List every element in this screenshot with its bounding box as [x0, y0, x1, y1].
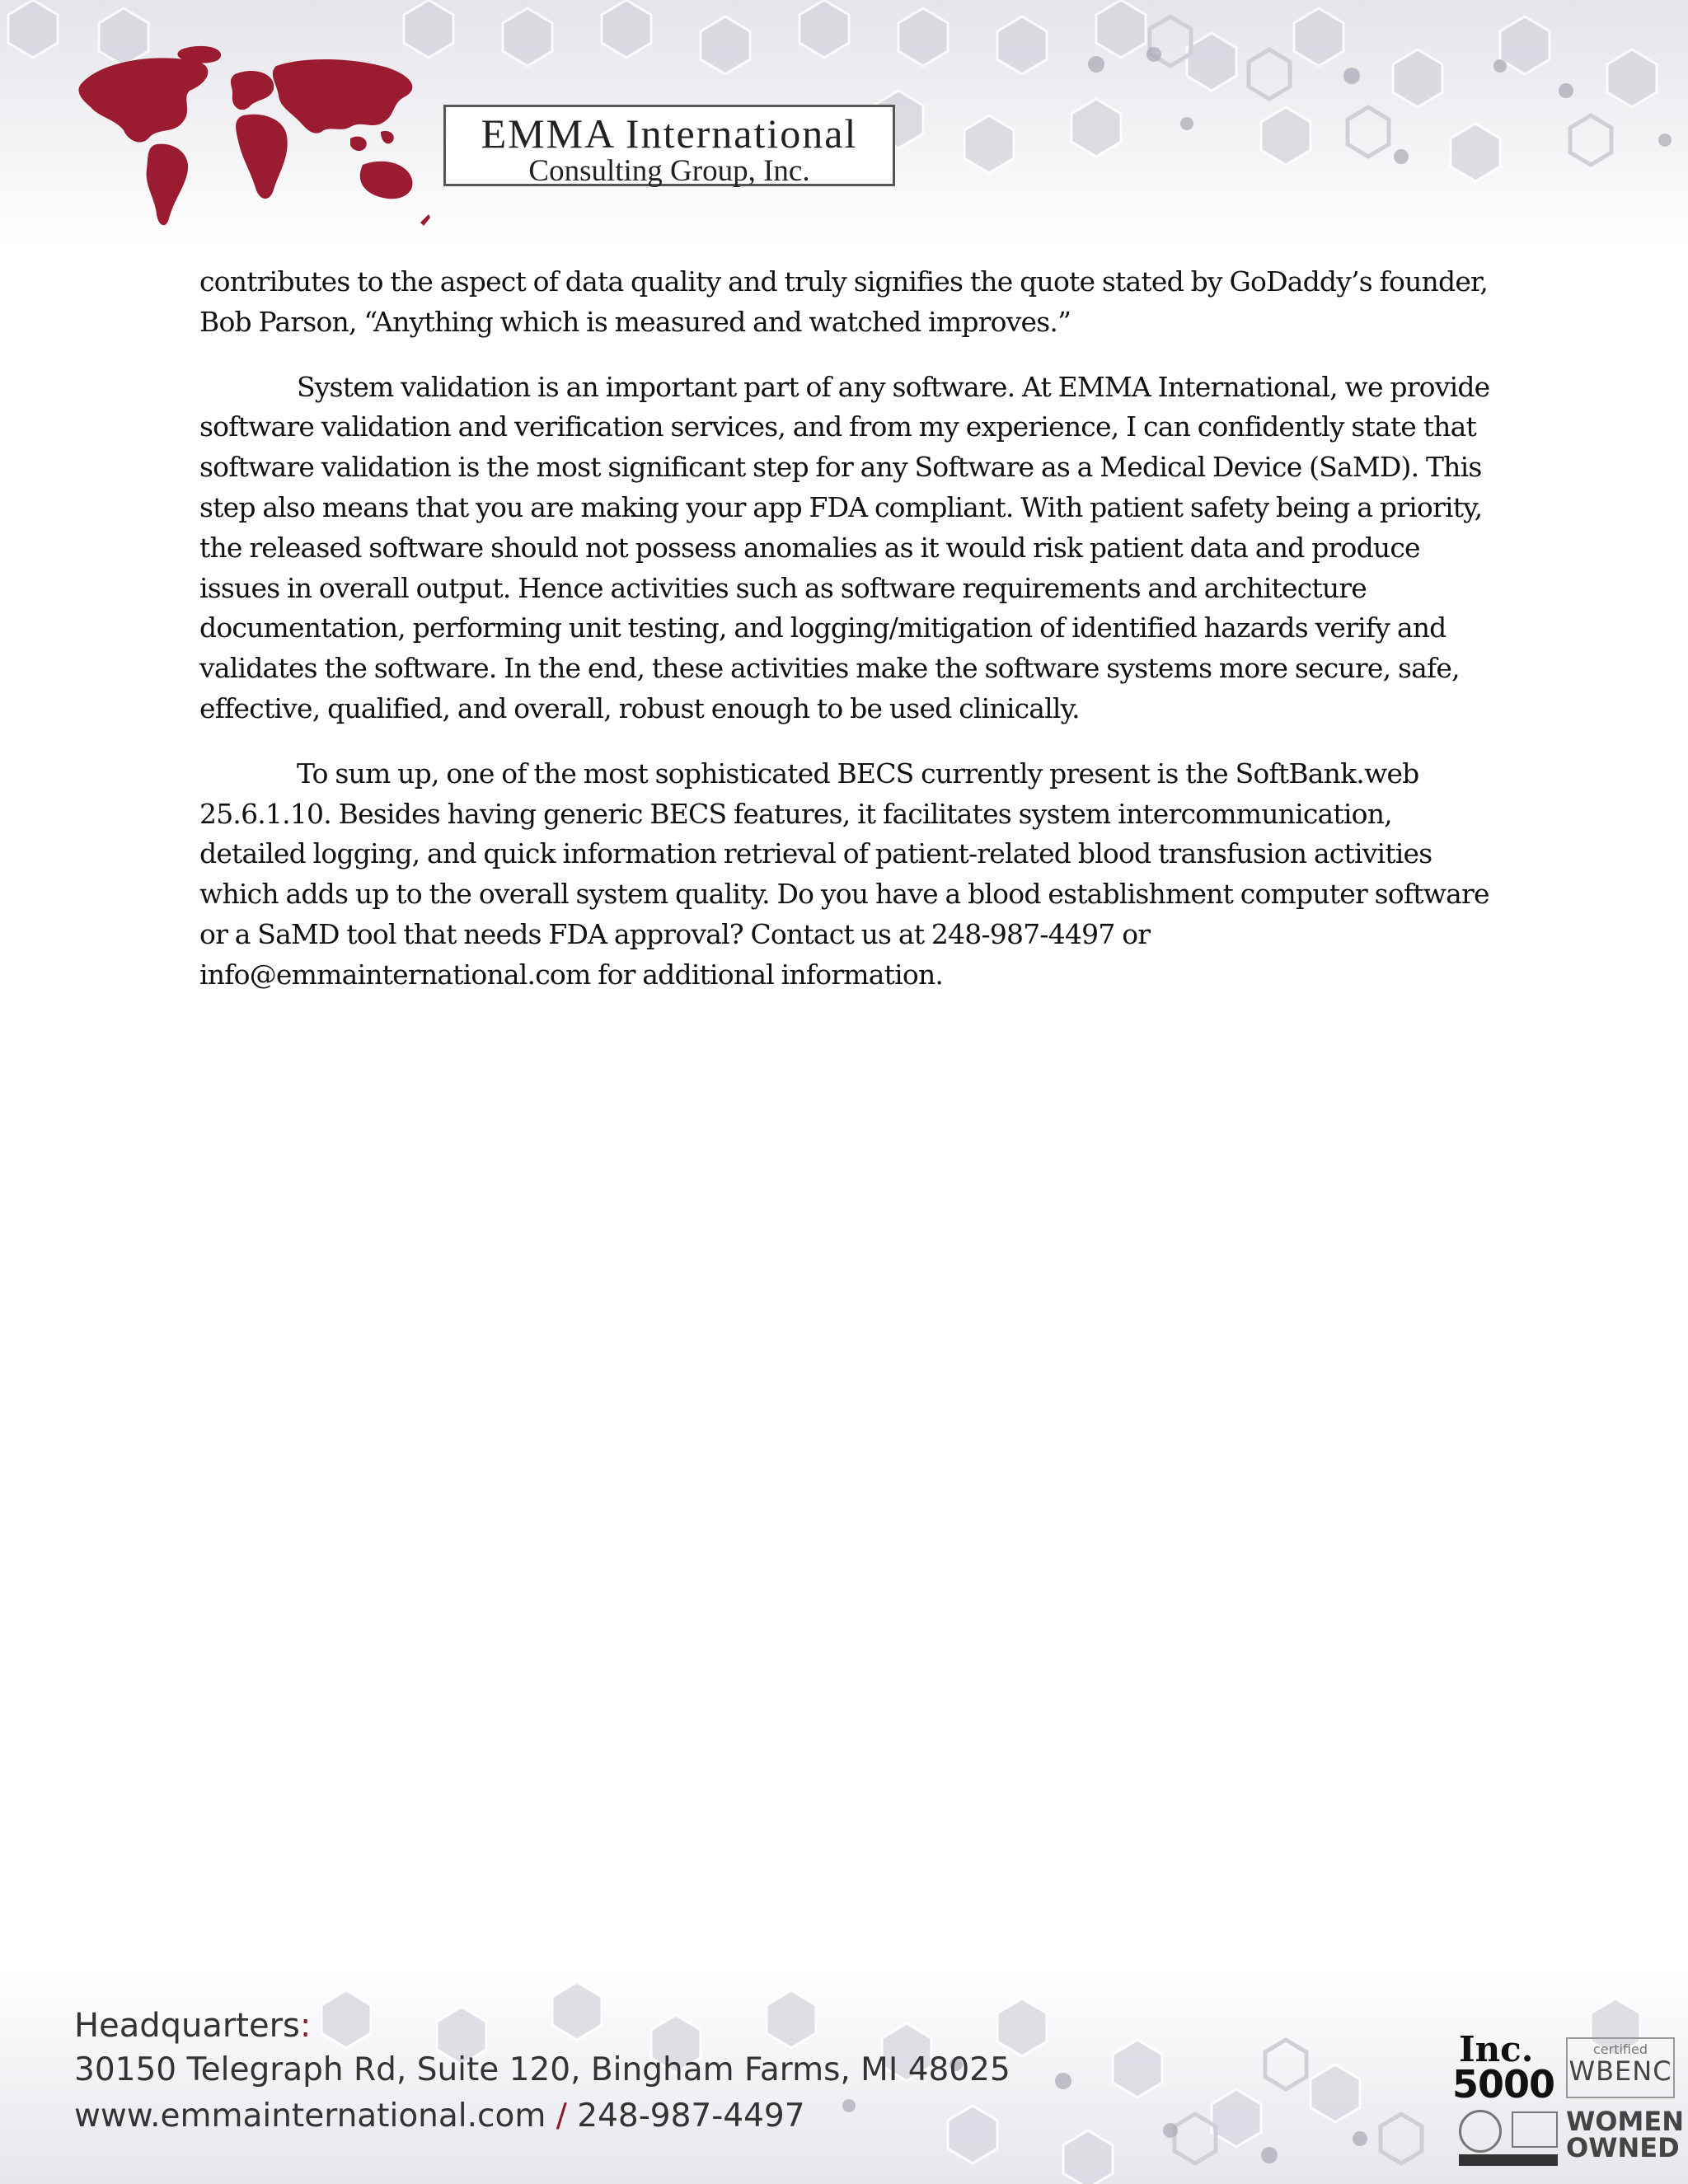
- owned-text: OWNED: [1566, 2132, 1680, 2163]
- footer-website-link[interactable]: www.emmainternational.com: [74, 2097, 546, 2135]
- paragraph-2: System validation is an important part of any software. At EMMA International, we provide software validation and verification services, and from my experience, I can confidently state that software validation is the most significant step for any Software as a Medical Device (SaMD). This step also means that you are making your app FDA compliant. With patient safety being a priority, the released software should not possess anomalies as it would risk patient data and produce issues in overall output. Hence activities such as software requirements and architecture documentation, performing unit testing, and logging/mitigation of identified hazards verify and validates the software. In the end, these activities make the software systems more secure, safe, effective, qualified, and overall, robust enough to be used clinically.: [199, 370, 1490, 724]
- wbenc-certified-text: certified: [1592, 2041, 1648, 2057]
- paragraph-1: contributes to the aspect of data quality and truly signifies the quote stated by GoDaddy’s founder, Bob Parson, “Anything which is measured and watched improves.”: [199, 265, 1489, 338]
- wbenc-badge: [1566, 2037, 1675, 2098]
- certification-badges: [1442, 2029, 1684, 2177]
- world-map-logo: [58, 41, 453, 239]
- footer-contact: [74, 2004, 1010, 2139]
- company-subname: Consulting Group, Inc.: [528, 154, 810, 188]
- headquarters-colon: :: [299, 2007, 312, 2045]
- award-seal-icon: [1512, 2111, 1558, 2148]
- wbenc-text: WBENC: [1568, 2055, 1672, 2087]
- document-body: [199, 262, 1495, 1020]
- paragraph-3: To sum up, one of the most sophisticated BECS currently present is the SoftBank.web 25.6.1.10. Besides having generic BECS features, it facilitates system intercommunication, detailed logging, and quick information retrieval of patient-related blood transfusion activities which adds up to the overall system quality. Do you have a blood establishment computer software or a SaMD tool that needs FDA approval? Contact us at 248-987-4497 or info@emmainternational.com for additional information.: [199, 757, 1489, 991]
- footer-phone: 248-987-4497: [577, 2097, 805, 2135]
- inc-5000-badge-top: Inc.: [1459, 2029, 1534, 2069]
- company-name: EMMA International: [481, 110, 858, 157]
- headquarters-heading: [74, 2004, 1010, 2047]
- women-text: WOMEN: [1566, 2106, 1684, 2137]
- footer-address: 30150 Telegraph Rd, Suite 120, Bingham Farms, MI 48025: [74, 2051, 1010, 2088]
- seal-icon: [1459, 2110, 1502, 2153]
- headquarters-label: Headquarters: [74, 2007, 300, 2045]
- women-owned-badge: [1566, 2108, 1684, 2161]
- company-logo-box: [443, 105, 895, 186]
- footer-separator: /: [556, 2097, 567, 2135]
- footer-web-phone: [74, 2093, 1010, 2139]
- iso-bar-icon: [1459, 2154, 1558, 2166]
- inc-5000-badge-bottom: 5000: [1452, 2062, 1555, 2107]
